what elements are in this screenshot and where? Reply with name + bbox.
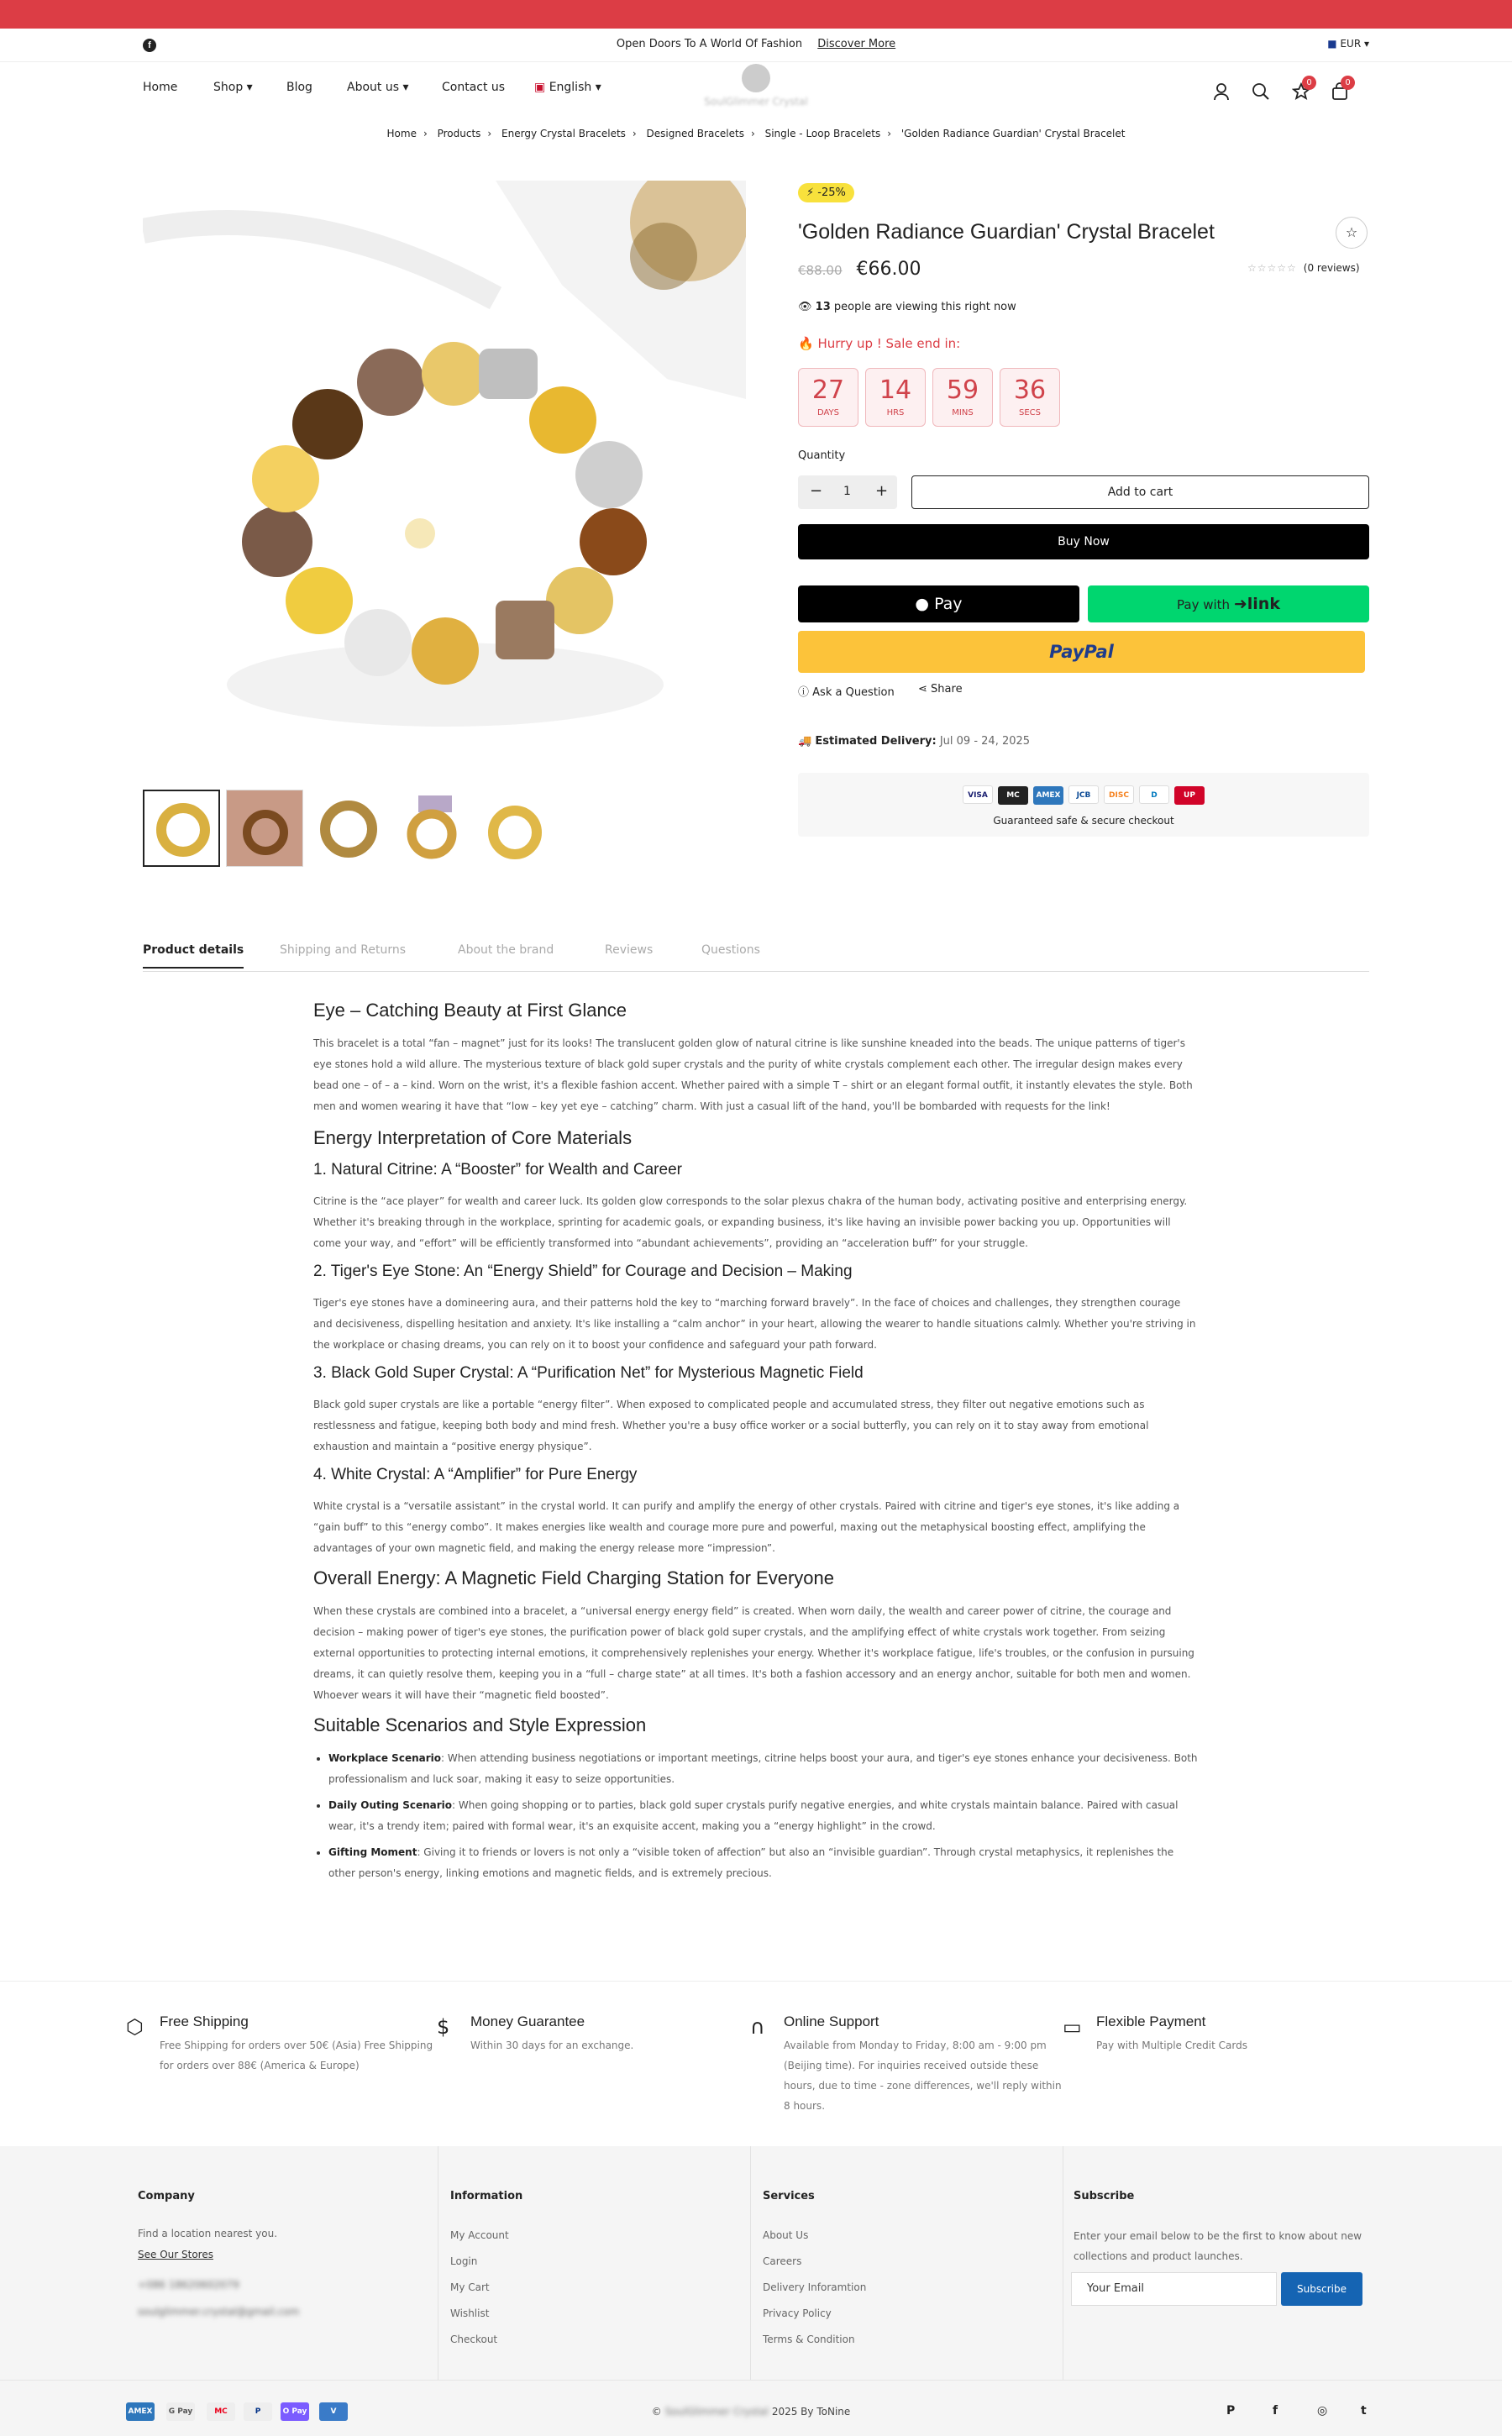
footer-link-privacy[interactable]: Privacy Policy [763, 2307, 832, 2319]
breadcrumb-designed-bracelets[interactable]: Designed Bracelets [646, 128, 744, 139]
feature-title: Money Guarantee [470, 2013, 585, 2029]
unionpay-icon: UP [1174, 786, 1205, 805]
discover-icon: DISC [1104, 785, 1134, 804]
footer-link-careers[interactable]: Careers [763, 2255, 802, 2267]
quantity-decrease-button[interactable]: − [810, 482, 823, 500]
share-label: Share [931, 683, 963, 696]
footer-link-delivery[interactable]: Delivery Inforamtion [763, 2281, 867, 2293]
scenario-title: Gifting Moment [328, 1846, 417, 1858]
feature-free-shipping [126, 2013, 445, 2076]
truck-icon: 🚚 [798, 735, 812, 748]
footer-services-title: Services [763, 2190, 815, 2202]
search-icon[interactable] [1252, 82, 1270, 101]
subscribe-button[interactable]: Subscribe [1281, 2272, 1362, 2306]
tab-product-details[interactable]: Product details [143, 943, 244, 969]
original-price: €88.00 [798, 263, 843, 278]
description-heading-2: Energy Interpretation of Core Materials [313, 1127, 633, 1148]
twitter-icon[interactable]: t [1361, 2404, 1367, 2418]
countdown-days-value: 27 [811, 375, 845, 405]
description-paragraph-1: This bracelet is a total “fan – magnet” just for its looks! The translucent golden glow of natural citrine is like sunshine kneaded into the beads. The unique patterns of tiger's eye stones hold a wild allure. The mysterious texture of black gold super crystals and the purity of white crystals complement each other. The irregular design makes every bead one – of – a – kind. Worn on the wrist, it's a flexible fashion accent. Whether paired with a simple T – shirt or an elegant formal outfit, it instantly elevates the style. Both men and women wearing it have that “low – key yet eye – catching” charm. With just a casual lift of the hand, you'll be bombarded with requests for the link! [313, 1037, 1193, 1112]
footer-company-title: Company [138, 2190, 195, 2202]
share-icon: ⋖ [918, 683, 927, 696]
description-paragraph-4: Black gold super crystals are like a portable “energy filter”. When exposed to complicated people and accumulated stress, they filter out negative emotions such as restlessness and fatigue, keeping both body and mind fresh. Whether you're a busy office worker or a social butterfly, you can rely on it to stay away from emotional exhaustion and maintain a “positive energy physique”. [313, 1399, 1149, 1452]
footer-company-text: Find a location nearest you. [138, 2228, 278, 2239]
link-arrow-icon: ➜ [1233, 595, 1247, 613]
eu-flag-icon: ■ [1327, 38, 1337, 50]
footer-bottom-bar [0, 2380, 1502, 2436]
buy-now-button[interactable]: Buy Now [798, 524, 1369, 559]
breadcrumb: Home › Products › Energy Crystal Bracelets › Designed Bracelets › Single - Loop Bracelets › 'Golden Radiance Guardian' Crystal Bracelet [386, 128, 1126, 139]
footer-link-my-account[interactable]: My Account [450, 2229, 509, 2241]
language-selector[interactable]: ▣ English ▾ [534, 81, 601, 94]
product-description [313, 1000, 1200, 1889]
link-pay-button[interactable] [1088, 585, 1369, 622]
visa-icon: VISA [963, 785, 993, 804]
credit-card-icon: ▭ [1063, 2015, 1082, 2039]
uk-flag-icon: ▣ [534, 81, 546, 94]
feature-online-support [750, 2013, 1069, 2116]
nav-blog[interactable]: Blog [286, 81, 312, 94]
logo-emblem [742, 64, 770, 92]
secure-checkout-box [798, 773, 1369, 837]
footer-link-about-us[interactable]: About Us [763, 2229, 809, 2241]
nav-about[interactable]: About us ▾ [347, 81, 409, 94]
product-main-image[interactable] [143, 181, 746, 769]
apple-pay-label: Pay [934, 595, 963, 613]
footer-link-wishlist[interactable]: Wishlist [450, 2307, 490, 2319]
delivery-dates: Jul 09 - 24, 2025 [939, 735, 1031, 748]
add-to-cart-button[interactable]: Add to cart [911, 475, 1369, 509]
countdown-days-unit: DAYS [816, 408, 840, 417]
list-item [313, 1795, 1200, 1837]
tab-questions[interactable]: Questions [701, 943, 760, 957]
cart-count-badge: 0 [1341, 76, 1355, 90]
header-icons [1210, 78, 1369, 104]
countdown-seconds [1000, 368, 1060, 427]
nav-shop-label: Shop [213, 81, 244, 94]
countdown-minutes [932, 368, 993, 427]
thumbnail-2-image [227, 790, 303, 867]
account-icon[interactable] [1213, 82, 1230, 101]
link-pay-prefix: Pay with [1177, 597, 1231, 612]
logo-text: SoulGlimmer Crystal [704, 96, 808, 108]
breadcrumb-single-loop[interactable]: Single - Loop Bracelets [764, 128, 881, 139]
site-footer [0, 2146, 1502, 2380]
paypal-icon: P [244, 2402, 272, 2421]
scenario-list [313, 1748, 1200, 1884]
google-pay-icon: G Pay [166, 2402, 195, 2421]
announcement-message [0, 38, 1512, 50]
footer-link-checkout[interactable]: Checkout [450, 2334, 498, 2345]
footer-email[interactable]: soulglimmer.crystal@gmail.com [138, 2306, 300, 2318]
feature-text: Available from Monday to Friday, 8:00 am - 9:00 pm (Beijing time). For inquiries received outside these hours, due to time - zone differences, we'll reply within 8 hours. [784, 2040, 1062, 2112]
feature-text: Free Shipping for orders over 50€ (Asia) Free Shipping for orders over 88€ (America & Europe) [160, 2040, 433, 2071]
scenario-title: Daily Outing Scenario [328, 1799, 452, 1811]
amex-icon: AMEX [126, 2402, 155, 2421]
facebook-icon[interactable]: f [143, 39, 156, 52]
dollar-icon: $ [437, 2015, 450, 2039]
footer-subscribe [1063, 2146, 1502, 2380]
quantity-value[interactable]: 1 [843, 485, 851, 498]
description-subheading-2: 2. Tiger's Eye Stone: An “Energy Shield” for Courage and Decision – Making [313, 1263, 853, 1280]
description-paragraph-3: Tiger's eye stones have a domineering aura, and their patterns hold the key to “marching forward bravely”. In the face of choices and challenges, they strengthen courage and decisiveness, dispelling hesitation and anxiety. It's like installing a “calm anchor” in your heart, allowing the wearer to handle situations calmly. Whether you're striving in the workplace or chasing dreams, you can rely on it to boost your confidence and safeguard your path forward. [313, 1297, 1196, 1351]
headset-icon: ∩ [750, 2015, 765, 2039]
apple-icon: ● [915, 595, 930, 613]
product-title: 'Golden Radiance Guardian' Crystal Bracelet [798, 220, 1215, 244]
scenario-text: : When going shopping or to parties, black gold super crystals purify negative energies, and white crystals maintain balance. Paired with casual wear, it's a trendy item; paired with formal wear, it's an exquisite accent, making you a “energy highlight” in the crowd. [328, 1799, 1179, 1832]
pinterest-icon[interactable]: P [1226, 2404, 1236, 2418]
quantity-increase-button[interactable]: + [875, 482, 889, 500]
amex-icon: AMEX [1033, 786, 1063, 805]
ask-question-label: Ask a Question [812, 686, 895, 699]
list-item [313, 1748, 1200, 1790]
diners-icon: D [1139, 785, 1169, 804]
subscribe-email-input[interactable]: Your Email [1071, 2272, 1277, 2306]
viewers-count: 13 [815, 301, 831, 313]
countdown-seconds-unit: SECS [1019, 408, 1041, 417]
feature-title: Flexible Payment [1096, 2013, 1206, 2029]
countdown-minutes-value: 59 [946, 375, 979, 405]
currency-selector[interactable]: ■ EUR ▾ [1327, 38, 1369, 50]
sale-badge-text: -25% [817, 186, 846, 199]
feature-flexible-payment [1063, 2013, 1365, 2055]
thumbnail-4[interactable] [392, 790, 470, 867]
description-paragraph-2: Citrine is the “ace player” for wealth and career luck. Its golden glow corresponds to the solar plexus chakra of the human body, activating positive and enterprising energy. Whether it's breaking through in the workplace, sprinting for academic goals, or expanding business, it's like having an invisible power backing you up. Opportunities will come your way, and “effort” will be efficiently transformed into “abundant achievements”, providing an “acceleration buff” for your struggle. [313, 1195, 1188, 1249]
breadcrumb-home[interactable]: Home [386, 128, 417, 139]
instagram-icon[interactable]: ◎ [1317, 2404, 1328, 2418]
thumbnail-4-image [393, 790, 470, 867]
box-icon: ⬡ [126, 2015, 144, 2039]
wishlist-count-badge: 0 [1302, 76, 1316, 90]
description-subheading-3: 3. Black Gold Super Crystal: A “Purification Net” for Mysterious Magnetic Field [313, 1364, 864, 1382]
payment-card-icons [798, 785, 1369, 805]
footer-link-terms[interactable]: Terms & Condition [763, 2334, 855, 2345]
viewers-notice [798, 301, 1016, 313]
description-heading-3: Overall Energy: A Magnetic Field Charging Station for Everyone [313, 1567, 834, 1588]
price-block [798, 259, 921, 280]
reviews-count: (0 reviews) [1303, 262, 1360, 274]
paypal-button[interactable]: PayPal [798, 631, 1365, 673]
scenario-text: : When attending business negotiations or important meetings, citrine helps boost your aura, and tiger's eye stones enhance your decisiveness. Both professionalism and luck soar, making it easy to seize opportunities. [328, 1752, 1198, 1785]
quantity-label: Quantity [798, 449, 846, 462]
sale-ends-text: Hurry up ! Sale end in: [817, 336, 961, 351]
nav-shop[interactable]: Shop ▾ [213, 81, 253, 94]
tab-about-brand[interactable]: About the brand [458, 943, 554, 957]
announcement-text: Open Doors To A World Of Fashion [616, 38, 803, 50]
quantity-stepper [798, 475, 897, 509]
thumbnail-5[interactable] [475, 790, 553, 867]
estimated-delivery [798, 735, 1030, 748]
footer-link-login[interactable]: Login [450, 2255, 478, 2267]
mastercard-icon: MC [207, 2402, 235, 2421]
description-subheading-1: 1. Natural Citrine: A “Booster” for Wealth and Career [313, 1161, 682, 1179]
nav-contact[interactable]: Contact us [442, 81, 506, 94]
tab-shipping-returns[interactable]: Shipping and Returns [280, 943, 407, 957]
mastercard-icon: MC [998, 786, 1028, 805]
eye-icon: 👁 [798, 301, 812, 313]
footer-information-title: Information [450, 2190, 523, 2202]
add-to-wishlist-button[interactable] [1336, 217, 1368, 249]
footer-phone: +086 18620602079 [138, 2279, 239, 2291]
reviews-summary[interactable] [1247, 262, 1360, 274]
question-icon: ⓘ [798, 686, 810, 699]
footer-subscribe-title: Subscribe [1074, 2190, 1135, 2202]
link-pay-label: link [1247, 595, 1280, 613]
bracelet-photo [143, 181, 746, 769]
thumbnail-3[interactable] [309, 790, 386, 867]
countdown-minutes-unit: MINS [952, 408, 974, 417]
nav-about-label: About us [347, 81, 400, 94]
discover-more-link[interactable]: Discover More [817, 38, 896, 50]
breadcrumb-current: 'Golden Radiance Guardian' Crystal Bracelet [900, 128, 1126, 139]
countdown-hours-value: 14 [879, 375, 912, 405]
sale-ends-label [798, 336, 960, 351]
footer-information [438, 2146, 751, 2380]
description-heading-4: Suitable Scenarios and Style Expression [313, 1714, 647, 1735]
countdown-hours-unit: HRS [886, 408, 905, 417]
currency-label: EUR [1340, 38, 1362, 50]
copyright-brand: SoulGlimmer Crystal [664, 2406, 769, 2418]
ask-question-link[interactable] [798, 683, 895, 699]
feature-title: Free Shipping [160, 2013, 249, 2029]
apple-pay-button[interactable] [798, 585, 1079, 622]
share-link[interactable] [918, 683, 963, 696]
feature-text: Within 30 days for an exchange. [470, 2040, 634, 2051]
feature-title: Online Support [784, 2013, 879, 2029]
sale-badge: ⚡ -25% [798, 183, 854, 202]
top-color-bar [0, 0, 1512, 29]
thumbnail-3-image [310, 790, 386, 867]
breadcrumb-energy-bracelets[interactable]: Energy Crystal Bracelets [501, 128, 626, 139]
description-heading-1: Eye – Catching Beauty at First Glance [313, 1000, 627, 1021]
breadcrumb-products[interactable]: Products [437, 128, 481, 139]
fire-icon: 🔥 [798, 336, 814, 351]
store-features [0, 1981, 1512, 2146]
rating-stars-icon: ☆☆☆☆☆ [1247, 262, 1297, 274]
footer-subscribe-text: Enter your email below to be the first to know about new collections and product launches. [1074, 2230, 1362, 2262]
thumbnail-1[interactable] [143, 790, 220, 867]
scenario-title: Workplace Scenario [328, 1752, 441, 1764]
footer-services [751, 2146, 1063, 2380]
description-subheading-4: 4. White Crystal: A “Amplifier” for Pure Energy [313, 1466, 638, 1483]
description-paragraph-6: When these crystals are combined into a bracelet, a “universal energy energy field” is created. When worn daily, the wealth and career power of citrine, the courage and decision – making power of tiger's eye stones, the purification power of black gold super crystals, and the amplifying effect of white crystals work together. From seizing external opportunities to protecting internal emotions, it comprehensively replenishes your energy. Whether it's workplace fatigue, life's troubles, or the confusion in pursuing dreams, it can quietly resolve them, keeping you in a “full – charge state” at all times. It's both a fashion accessory and an energy anchor, suitable for both men and women. Whoever wears it will have their “magnetic field boosted”. [313, 1605, 1194, 1701]
thumbnail-1-image [144, 791, 220, 867]
description-paragraph-5: White crystal is a “versatile assistant” in the crystal world. It can purify and amplify the energy of other crystals. Paired with citrine and tiger's eye stones, it's like adding a “gain buff” to this “energy combo”. It makes energies like wealth and courage more pure and powerful, maxing out the metaphysical boosting effect, amplifying the advantages of your own magnetic field, and making the energy release more “impression”. [313, 1500, 1180, 1554]
copyright-text: 2025 By ToNine [771, 2406, 851, 2418]
language-label: English [549, 81, 592, 94]
copyright-symbol: © [651, 2406, 662, 2418]
see-our-stores-link[interactable]: See Our Stores [138, 2249, 213, 2260]
delivery-label: Estimated Delivery: [815, 735, 937, 748]
feature-text: Pay with Multiple Credit Cards [1096, 2040, 1247, 2051]
feature-money-guarantee [437, 2013, 689, 2055]
star-icon: ☆ [1345, 224, 1358, 240]
viewers-text: people are viewing this right now [833, 301, 1016, 313]
thumbnail-2[interactable] [226, 790, 303, 867]
countdown-seconds-value: 36 [1013, 375, 1047, 405]
announcement-bar [0, 29, 1512, 62]
footer-company [0, 2146, 438, 2380]
o-pay-icon: O Pay [281, 2402, 309, 2421]
countdown-hours [865, 368, 926, 427]
facebook-icon[interactable]: f [1273, 2404, 1278, 2418]
nav-home[interactable]: Home [143, 81, 178, 94]
product-tabs [143, 938, 1369, 972]
secure-checkout-text: Guaranteed safe & secure checkout [993, 815, 1174, 827]
list-item [313, 1842, 1200, 1884]
countdown-days [798, 368, 858, 427]
site-logo[interactable] [689, 64, 823, 123]
thumbnail-5-image [476, 790, 553, 867]
footer-link-my-cart[interactable]: My Cart [450, 2281, 490, 2293]
venmo-icon: V [319, 2402, 348, 2421]
sale-price: €66.00 [856, 259, 921, 280]
tab-reviews[interactable]: Reviews [605, 943, 654, 957]
scenario-text: : Giving it to friends or lovers is not only a “visible token of affection” but also an “invisible guardian”. Through crystal metaphysics, it replenishes the other person's energy, linking emotions and magnetic fields, and is extremely precious. [328, 1846, 1174, 1879]
jcb-icon: JCB [1068, 785, 1099, 804]
